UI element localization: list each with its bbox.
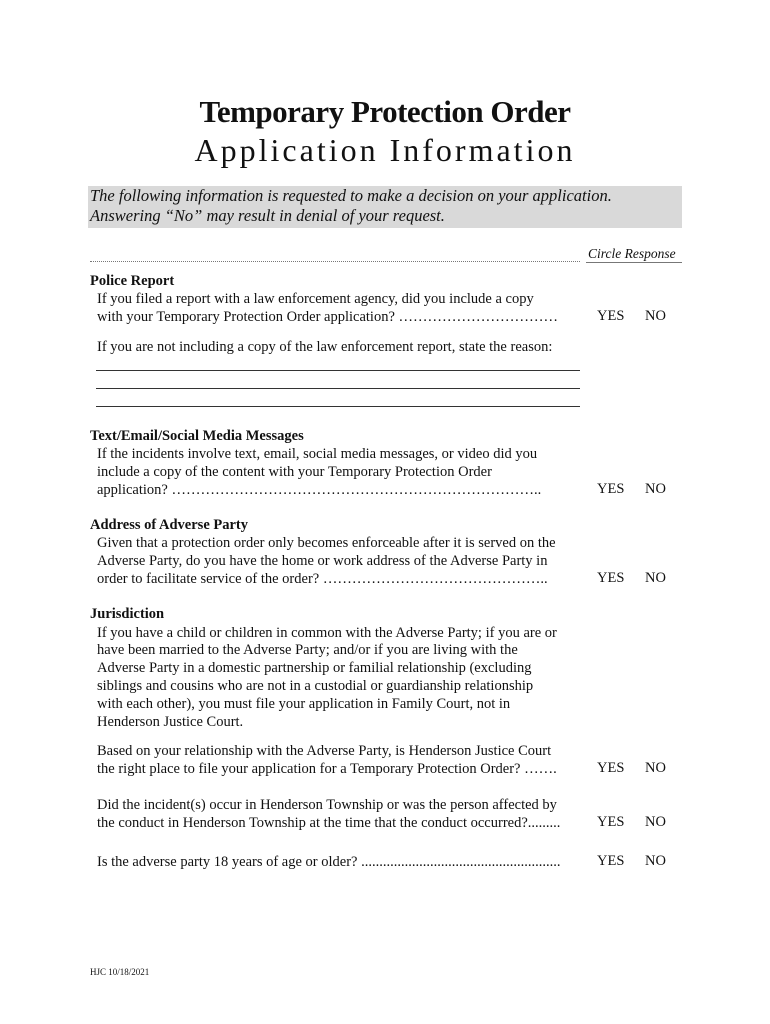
messages-question-line-2: include a copy of the content with your Temporary Protection Order bbox=[97, 464, 492, 480]
jurisdiction-paragraph-line-2: have been married to the Adverse Party; and/or if you are living with the bbox=[97, 642, 518, 658]
township-question-line-1: Did the incident(s) occur in Henderson Township or was the person affected by bbox=[97, 797, 557, 813]
age-question: Is the adverse party 18 years of age or older? ....................................................... bbox=[97, 854, 561, 870]
address-question-line-3: order to facilitate service of the order? ……………………………………….. bbox=[97, 571, 548, 587]
police-reason-prompt: If you are not including a copy of the law enforcement report, state the reason: bbox=[97, 339, 553, 355]
police-question-line-2: with your Temporary Protection Order application? …………………………… bbox=[97, 309, 559, 325]
police-yes-option[interactable]: YES bbox=[597, 308, 625, 324]
address-yes-option[interactable]: YES bbox=[597, 570, 625, 586]
police-question-line-1: If you filed a report with a law enforcement agency, did you include a copy bbox=[97, 291, 534, 307]
page-subtitle: Application Information bbox=[194, 132, 576, 168]
age-yes-option[interactable]: YES bbox=[597, 853, 625, 869]
jurisdiction-paragraph-line-6: Henderson Justice Court. bbox=[97, 714, 244, 730]
jurisdiction-paragraph-line-5: with each other), you must file your application in Family Court, not in bbox=[97, 696, 511, 712]
messages-yes-option[interactable]: YES bbox=[597, 481, 625, 497]
circle-response-rule bbox=[586, 262, 682, 263]
age-no-option[interactable]: NO bbox=[645, 853, 666, 869]
address-question-line-1: Given that a protection order only becomes enforceable after it is served on the bbox=[97, 535, 556, 551]
reason-input-line-1[interactable] bbox=[96, 370, 580, 371]
court-no-option[interactable]: NO bbox=[645, 760, 666, 776]
jurisdiction-paragraph-line-1: If you have a child or children in common with the Adverse Party; if you are or bbox=[97, 625, 557, 641]
township-no-option[interactable]: NO bbox=[645, 814, 666, 830]
circle-response-label: Circle Response bbox=[588, 246, 676, 261]
address-heading: Address of Adverse Party bbox=[90, 517, 249, 533]
messages-question-line-1: If the incidents involve text, email, social media messages, or video did you bbox=[97, 446, 538, 462]
dotted-divider bbox=[90, 261, 580, 262]
township-yes-option[interactable]: YES bbox=[597, 814, 625, 830]
jurisdiction-paragraph-line-3: Adverse Party in a domestic partnership or familial relationship (excluding bbox=[97, 660, 532, 676]
reason-input-line-2[interactable] bbox=[96, 388, 580, 389]
intro-line-2: Answering “No” may result in denial of your request. bbox=[90, 206, 445, 225]
messages-no-option[interactable]: NO bbox=[645, 481, 666, 497]
court-question-line-2: the right place to file your application for a Temporary Protection Order? ……. bbox=[97, 761, 557, 777]
messages-heading: Text/Email/Social Media Messages bbox=[90, 428, 304, 444]
page-title: Temporary Protection Order bbox=[199, 94, 571, 129]
jurisdiction-paragraph-line-4: siblings and cousins who are not in a custodial or guardianship relationship bbox=[97, 678, 534, 694]
address-no-option[interactable]: NO bbox=[645, 570, 666, 586]
jurisdiction-heading: Jurisdiction bbox=[90, 606, 165, 622]
reason-input-line-3[interactable] bbox=[96, 406, 580, 407]
police-report-heading: Police Report bbox=[90, 273, 175, 289]
intro-line-1: The following information is requested to make a decision on your application. bbox=[90, 186, 612, 205]
form-footer-code: HJC 10/18/2021 bbox=[90, 967, 150, 977]
court-question-line-1: Based on your relationship with the Adverse Party, is Henderson Justice Court bbox=[97, 743, 552, 759]
intro-banner bbox=[88, 186, 682, 228]
court-yes-option[interactable]: YES bbox=[597, 760, 625, 776]
police-no-option[interactable]: NO bbox=[645, 308, 666, 324]
township-question-line-2: the conduct in Henderson Township at the time that the conduct occurred?......... bbox=[97, 815, 561, 831]
address-question-line-2: Adverse Party, do you have the home or work address of the Adverse Party in bbox=[97, 553, 548, 569]
messages-question-line-3: application? ………………………………………………………………….. bbox=[97, 482, 542, 498]
